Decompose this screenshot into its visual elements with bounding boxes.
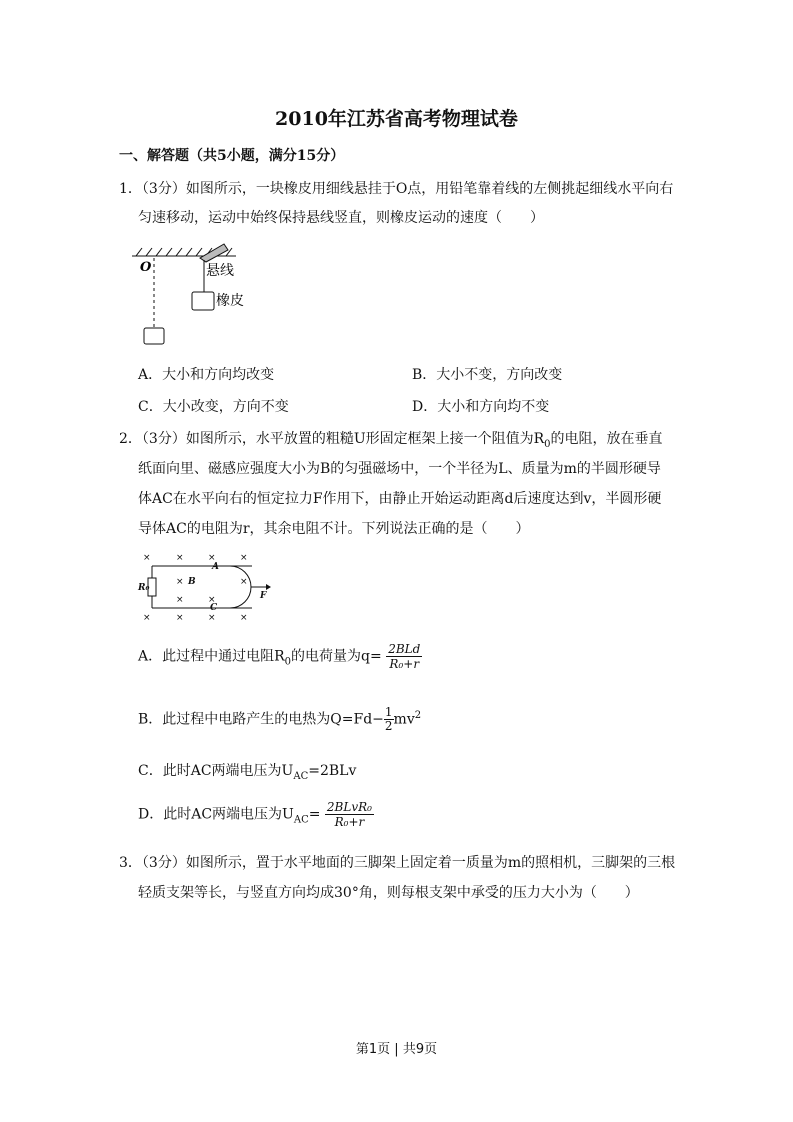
semicircle-conductor [230,566,251,608]
q2-option-b-tail: mv [393,711,415,728]
svg-text:×: × [208,595,216,605]
q1-line2: 匀速移动，运动中始终保持悬线竖直，则橡皮运动的速度（ ） [138,210,544,226]
q2-figure [134,548,274,624]
q2-option-c-tail: =2BLv [308,763,357,779]
q2-option-a-mid: 的电荷量为q= [291,648,382,665]
q1-option-a: A．大小和方向均改变 [138,367,275,383]
q2-line1-b: 的电阻，放在垂直 [550,431,663,447]
q2-option-d-text: D．此时AC两端电压为U [138,806,294,823]
q2-option-d-fraction [325,800,374,829]
q2-line1-sub: 0 [544,438,551,450]
label-r0: R₀ [138,583,150,593]
label-b: B [188,577,196,587]
label-a: A [212,562,219,572]
q2-option-b-fraction [384,706,394,733]
label-string: 悬线 [206,263,234,279]
svg-text:×: × [208,553,216,563]
q2-option-b [138,706,421,733]
label-c: C [210,603,218,613]
svg-text:×: × [176,613,184,623]
q2-option-d-mid: = [308,806,321,823]
svg-text:×: × [240,553,248,563]
fraction-numerator: 2BLd [388,642,421,656]
svg-text:×: × [240,577,248,587]
initial-eraser [144,328,164,344]
fraction-denominator: R₀+r [389,657,420,671]
fraction-numerator: 2BLvR₀ [326,800,372,814]
q2-line3: 体AC在水平向右的恒定拉力F作用下，由静止开始运动距离d后速度达到v，半圆形硬 [138,491,662,507]
page-footer: 第1页 | 共9页 [355,1042,438,1057]
q2-option-a [138,642,422,671]
q2-option-d [138,800,374,829]
label-f: F [260,591,267,601]
svg-text:×: × [240,613,248,623]
q3-line2: 轻质支架等长，与竖直方向均成30°角，则每根支架中承受的压力大小为（ ） [138,885,639,901]
q2-option-b-sup: 2 [414,709,422,721]
q1-figure [128,238,268,350]
u-frame [152,566,252,608]
section-heading: 一、解答题（共5小题，满分15分） [119,148,345,164]
q2-option-d-sub: AC [293,814,309,826]
q1-option-d: D．大小和方向均不变 [412,399,550,415]
q2-option-a-sub: 0 [284,656,292,668]
fraction-denominator: 2 [384,719,393,733]
q2-line2: 纸面向里、磁感应强度大小为B的匀强磁场中，一个半径为L、质量为m的半圆形硬导 [138,461,661,477]
svg-text:×: × [176,553,184,563]
fraction-numerator: 1 [384,705,393,719]
q1-option-b: B．大小不变，方向改变 [412,367,563,383]
eraser-block [192,292,214,310]
svg-text:×: × [143,553,151,563]
svg-text:×: × [208,613,216,623]
fraction-denominator: R₀+r [334,815,365,829]
magnetic-field-crosses [143,553,248,623]
label-eraser: 橡皮 [216,293,244,309]
pencil-icon [200,244,228,262]
force-arrowhead [266,584,271,590]
q2-line4: 导体AC的电阻为r，其余电阻不计。下列说法正确的是（ ） [138,521,530,537]
label-o: O [140,260,152,275]
q1-option-c: C．大小改变，方向不变 [138,399,289,415]
q2-line1 [119,428,663,450]
q2-option-a-fraction [386,642,422,671]
q2-line1-a: 2．（3分）如图所示，水平放置的粗糙U形固定框架上接一个阻值为R [119,431,545,447]
svg-text:×: × [176,577,184,587]
q2-option-a-text: A．此过程中通过电阻R [138,648,285,665]
svg-text:×: × [176,595,184,605]
page-title: 2010年江苏省高考物理试卷 [275,108,518,130]
q1-line1: 1．（3分）如图所示，一块橡皮用细线悬挂于O点，用铅笔靠着线的左侧挑起细线水平向右 [119,181,674,197]
q2-option-c [138,760,356,782]
q2-option-c-text: C．此时AC两端电压为U [138,763,294,779]
svg-text:×: × [143,613,151,623]
q3-line1: 3．（3分）如图所示，置于水平地面的三脚架上固定着一质量为m的照相机，三脚架的三根 [119,855,676,871]
q2-option-b-text: B．此过程中电路产生的电热为Q=Fd− [138,711,384,728]
q2-option-c-sub: AC [293,770,309,782]
